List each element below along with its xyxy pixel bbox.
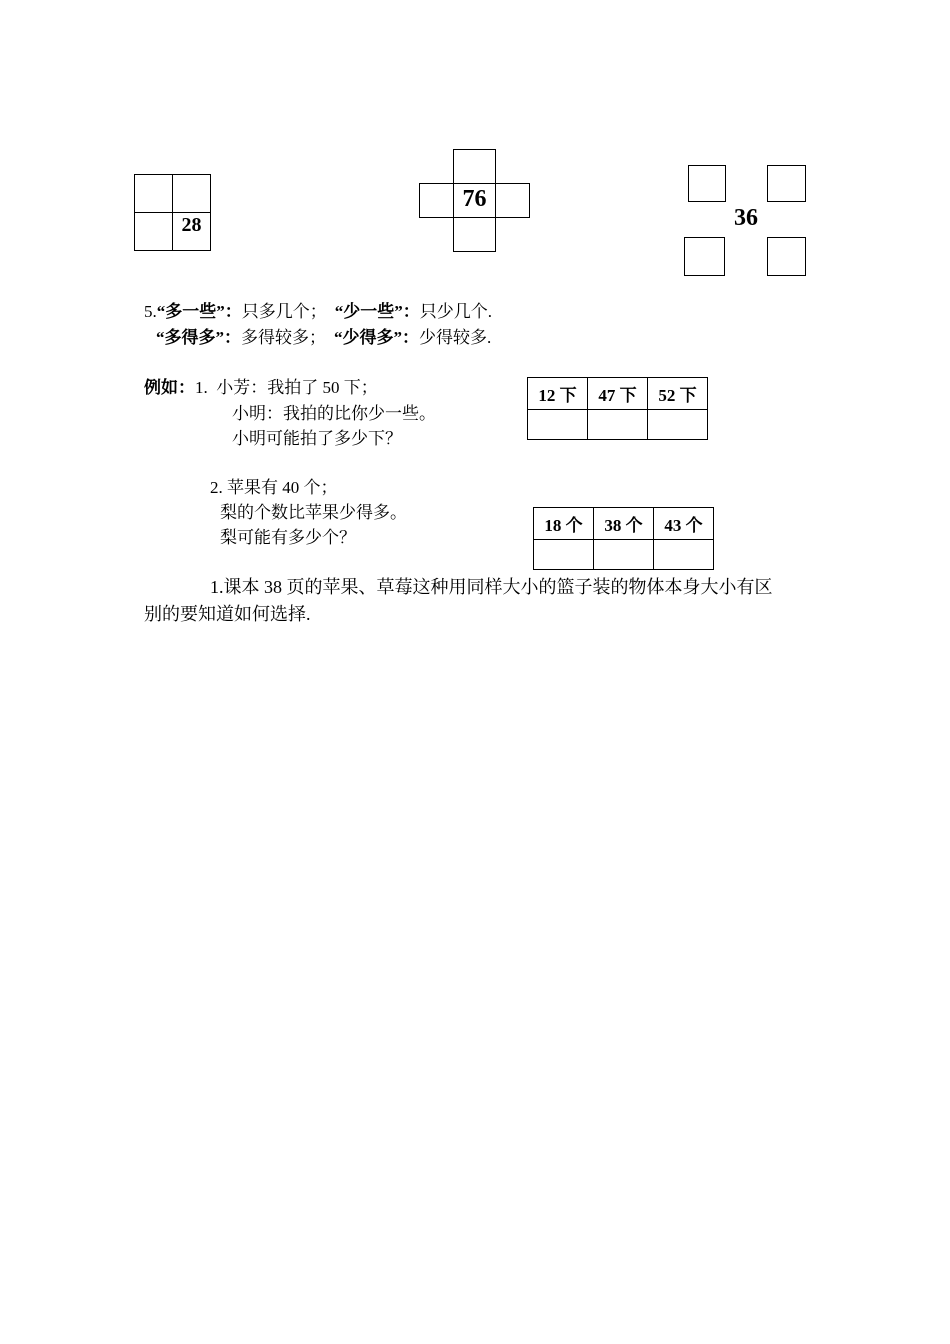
grid-cell-top-right — [172, 174, 211, 213]
x-cell-top-right — [767, 165, 806, 202]
x-number: 36 — [734, 205, 758, 231]
point5-number: 5. — [144, 302, 157, 321]
example1-line2: 小明：我拍的比你少一些。 — [232, 404, 436, 423]
term-more-a-bit: “多一些”： — [156, 302, 242, 321]
grid-cell-bottom-left — [134, 212, 173, 251]
example1-line1 — [144, 378, 378, 398]
cross-cell-left — [419, 183, 454, 218]
grid-cell-top-left — [134, 174, 173, 213]
def-less-a-bit: 只少几个. — [419, 302, 492, 321]
answer-cell[interactable] — [594, 540, 654, 570]
option-cell: 47 下 — [588, 378, 648, 410]
term-much-less: “少得多”： — [334, 328, 419, 347]
example2-question: 梨可能有多少个？ — [220, 528, 356, 547]
example1-statement: 小芳：我拍了 50 下； — [216, 378, 378, 397]
x-cell-top-left — [688, 165, 726, 202]
term-less-a-bit: “少一些”： — [334, 302, 420, 321]
cross-number: 76 — [462, 186, 487, 212]
example-lead: 例如： — [144, 378, 195, 397]
option-cell: 52 下 — [648, 378, 708, 410]
answer-cell[interactable] — [648, 410, 708, 440]
term-much-more: “多得多”： — [156, 328, 241, 347]
cross-cell-right — [495, 183, 530, 218]
example2-line1: 2. 苹果有 40 个； — [210, 478, 338, 497]
x-cell-bottom-left — [684, 237, 725, 276]
option-cell: 43 个 — [654, 508, 714, 540]
answer-cell[interactable] — [654, 540, 714, 570]
example2-line2: 梨的个数比苹果少得多。 — [220, 503, 407, 522]
cross-cell-top — [453, 149, 496, 184]
x-cell-bottom-right — [767, 237, 806, 276]
def-much-more: 多得较多； — [241, 328, 326, 347]
example1-options-table — [527, 377, 708, 440]
cross-cell-bottom — [453, 217, 496, 252]
answer-cell[interactable] — [588, 410, 648, 440]
note-line1: 1.课本 38 页的苹果、草莓这种用同样大小的篮子装的物体本身大小有区 — [210, 577, 773, 597]
option-cell: 18 个 — [534, 508, 594, 540]
example1-number: 1. — [195, 378, 208, 397]
option-cell: 12 下 — [528, 378, 588, 410]
point5-line2 — [156, 328, 491, 348]
option-cell: 38 个 — [594, 508, 654, 540]
def-much-less: 少得较多. — [419, 328, 492, 347]
def-more-a-bit: 只多几个； — [241, 302, 327, 321]
point5-line1 — [144, 302, 492, 322]
note-line2: 别的要知道如何选择. — [144, 604, 311, 624]
answer-cell[interactable] — [534, 540, 594, 570]
grid-number: 28 — [181, 214, 202, 236]
answer-cell[interactable] — [528, 410, 588, 440]
example2-options-table — [533, 507, 714, 570]
example1-question: 小明可能拍了多少下？ — [232, 429, 402, 448]
